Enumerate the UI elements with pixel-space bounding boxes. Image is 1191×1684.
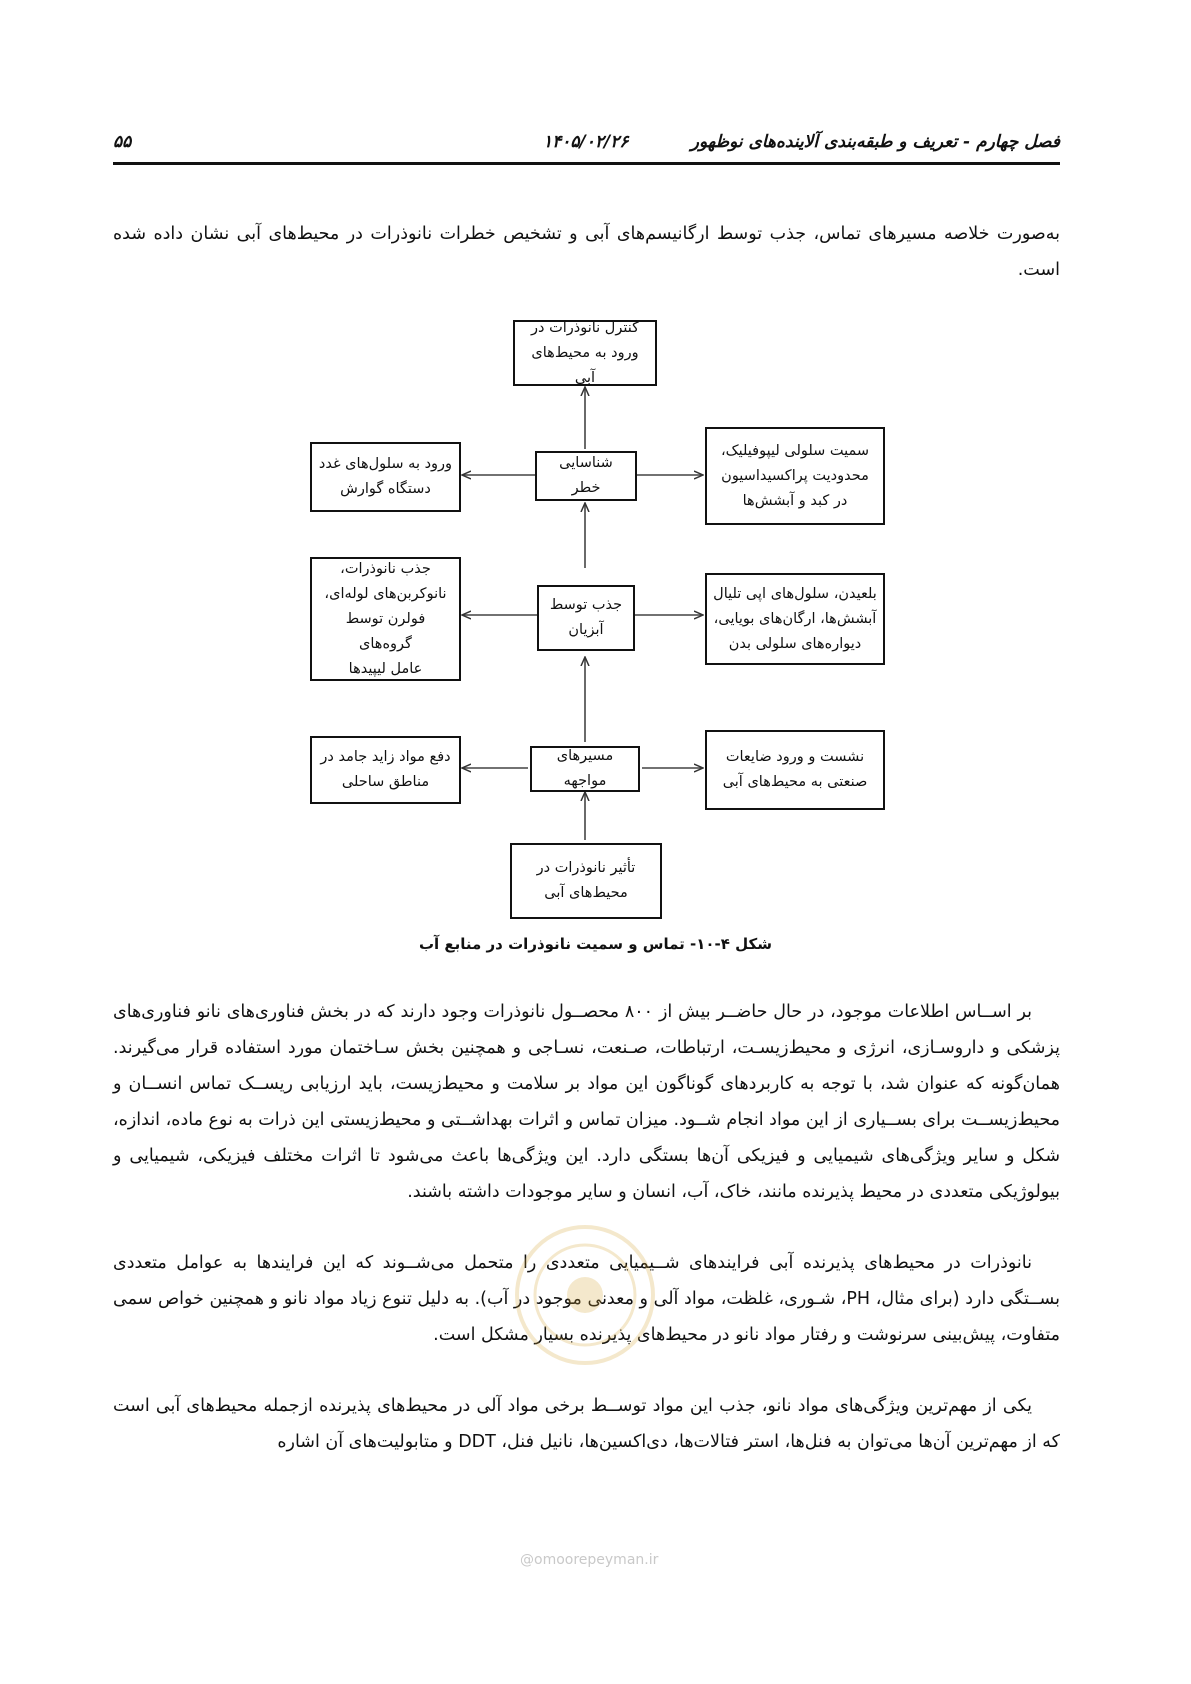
box-risk-identification: شناسایی خطر [535,451,637,501]
box-lipophilic-toxicity: سمیت سلولی لیپوفیلیک، محدودیت پراکسیداسیون در کبد و آبشش‌ها [705,427,885,525]
box-exposure-paths: مسیرهای مواجهه [530,746,640,792]
figure-caption: شکل ۴-۱۰- تماس و سمیت نانوذرات در منابع آب [418,935,773,953]
watermark-seal-icon [510,1220,660,1370]
body-paragraph-3: یکی از مهم‌ترین ویژگی‌های مواد نانو، جذب این مواد توســط برخی مواد آلی در محیط‌های پذیرنده ازجمله محیط‌های آبی است که از مهم‌ترین آن‌ها می‌توان به فنل‌ها، استر فتالات‌ها، دی‌اکسین‌ها، نانیل فنل، DDT و متابولیت‌های آن اشاره [113,1396,1060,1452]
page-number: ۵۵ [113,132,132,152]
box-nanoparticle-uptake: جذب نانوذرات، نانوکربن‌های لوله‌ای، فولرن توسط گروه‌های عامل لیپیدها [310,557,461,681]
box-control-nanoparticles: کنترل نانوذرات در ورود به محیط‌های آبی [513,320,657,386]
watermark-text: @omoorepeyman.ir [520,1552,659,1568]
box-solid-waste-disposal: دفع مواد زاید جامد در مناطق ساحلی [310,736,461,804]
box-uptake-by-aquatics: جذب توسط آبزیان [537,585,635,651]
header-date: ۱۴۰۵/۰۲/۲۶ [543,132,629,152]
box-ingestion-tissues: بلعیدن، سلول‌های اپی تلیال آبشش‌ها، ارگان‌های بویایی، دیواره‌های سلولی بدن [705,573,885,665]
page-header [113,128,1060,165]
intro-paragraph: به‌صورت خلاصه مسیرهای تماس، جذب توسط ارگانیسم‌های آبی و تشخیص خطرات نانوذرات در محیط‌های آبی نشان داده شده است. [113,224,1060,280]
box-industrial-waste: نشست و ورود ضایعات صنعتی به محیط‌های آبی [705,730,885,810]
box-entry-gland-cells: ورود به سلول‌های غدد دستگاه گوارش [310,442,461,512]
body-paragraph-2: نانوذرات در محیط‌های پذیرنده آبی فرایندهای شــیمیایی متعددی را متحمل می‌شــوند که این فرایندها به عوامل متعددی بســتگی دارد (برای مثال، PH، شـوری، غلظت، مواد آلی و معدنی موجود در آب). به دلیل تنوع زیاد مواد نانو و همچنین خواص سمی متفاوت، پیش‌بینی سرنوشت و رفتار مواد نانو در محیط‌های پذیرنده بسیار مشکل است. [113,1253,1060,1345]
box-nanoparticle-impact: تأثیر نانوذرات در محیط‌های آبی [510,843,662,919]
body-paragraph-1: بر اســاس اطلاعات موجود، در حال حاضــر بیش از ۸۰۰ محصــول نانوذرات وجود دارند که در بخش فناوری‌های نانو فناوری‌های پزشکی و داروسـازی، انرژی و محیط‌زیسـت، ارتباطات، صـنعت، نسـاجی و همچنین بخش سـاختمان مورد استفاده قرار می‌گیرند. همان‌گونه که عنوان شد، با توجه به کاربردهای گوناگون این مواد بر سلامت و محیط‌زیست، باید ارزیابی ریســک تماس انســان و محیط‌زیســت برای بســیاری از این مواد انجام شــود. میزان تماس و اثرات بهداشــتی و محیط‌زیستی این ذرات به نوع ماده، اندازه، شکل و سایر ویژگی‌های شیمیایی و فیزیکی آن‌ها بستگی دارد. این ویژگی‌ها باعث می‌شود تا اثرات مختلف فیزیکی، شیمیایی و بیولوژیکی متعددی در محیط پذیرنده مانند، خاک، آب، انسان و سایر موجودات داشته باشند. [113,1002,1060,1202]
chapter-title: فصل چهارم - تعریف و طبقه‌بندی آلاینده‌های نوظهور [690,132,1060,152]
